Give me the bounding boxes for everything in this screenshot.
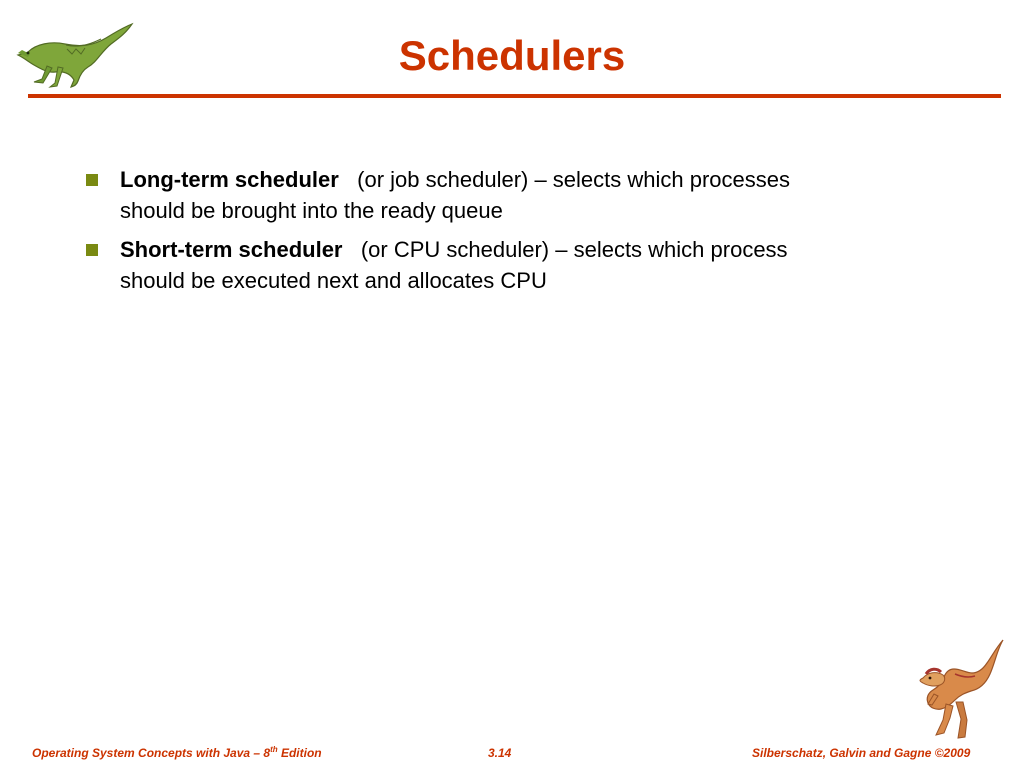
footer-page-number: 3.14 [488, 746, 512, 760]
bullet-description: (or CPU scheduler) – selects which process should be executed next and allocates CPU [120, 237, 788, 293]
footer-copyright: Silberschatz, Galvin and Gagne ©2009 [752, 746, 971, 760]
square-bullet-icon [86, 244, 98, 256]
bullet-list [84, 164, 844, 304]
title-divider [28, 94, 1001, 98]
bullet-item [84, 234, 844, 296]
footer-book-prefix: Operating System Concepts with Java – 8 [32, 746, 271, 760]
footer-book-superscript: th [270, 745, 278, 754]
bullet-item [84, 164, 844, 226]
orange-dinosaur-icon [908, 638, 1008, 742]
slide-title: Schedulers [398, 32, 626, 79]
footer-book-title [32, 744, 322, 762]
bullet-term: Long-term scheduler [120, 167, 339, 192]
bullet-term: Short-term scheduler [120, 237, 343, 262]
bullet-description: (or job scheduler) – selects which processes should be brought into the ready queue [120, 167, 791, 223]
square-bullet-icon [86, 174, 98, 186]
footer-book-suffix: Edition [277, 746, 322, 760]
